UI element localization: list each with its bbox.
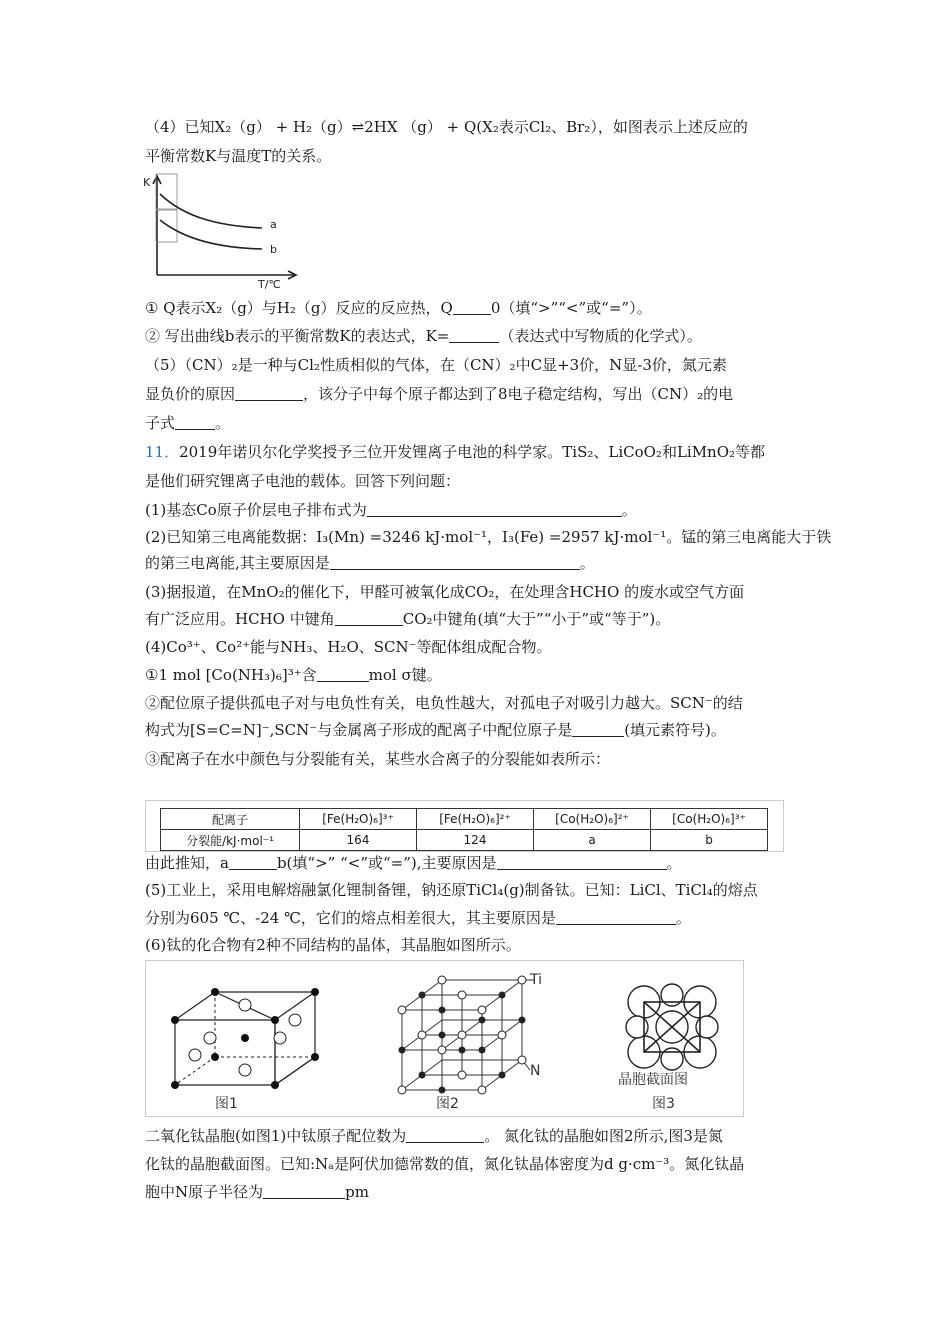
table-header-row [161, 809, 768, 830]
text-line: 是他们研究锂离子电池的载体。回答下列问题： [145, 472, 461, 490]
table-cell: [Co(H₂O)₆]³⁺ [651, 809, 768, 830]
figure-3-title: 晶胞截面图 [618, 1072, 688, 1088]
curve-b [160, 220, 262, 249]
text-line: 化钛的晶胞截面图。已知:Nₐ是阿伏加德常数的值，氮化钛晶体密度为d g·cm⁻³。氮化钛晶 [145, 1155, 745, 1173]
text-line: 的第三电离能,其主要原因是 。 [145, 554, 595, 572]
figure-3-caption: 图3 [652, 1096, 675, 1112]
text-line: (2)已知第三电离能数据：I₃(Mn) =3246 kJ·mol⁻¹，I₃(Fe) =2957 kJ·mol⁻¹。锰的第三电离能大于铁 [145, 528, 832, 546]
table-cell: [Fe(H₂O)₆]²⁺ [417, 809, 534, 830]
figure-2-caption: 图2 [436, 1096, 459, 1112]
figure-3-cross-section [622, 980, 722, 1075]
figure-1-caption: 图1 [215, 1096, 238, 1112]
table-cell: b [651, 830, 768, 851]
k-t-graph [140, 170, 310, 290]
text-line: 子式 。 [145, 414, 231, 432]
table-cell: 124 [417, 830, 534, 851]
text-line: (1)基态Co原子价层电子排布式为 。 [145, 501, 637, 519]
text-line: 显负价的原因 ，该分子中每个原子都达到了8电子稳定结构，写出（CN）₂的电 [145, 385, 734, 403]
x-axis-label: T/℃ [258, 278, 281, 290]
figure-1-tio2-cell [165, 980, 325, 1095]
text-line: 由此推知，a b(填“>” “<”或“=”),主要原因是 。 [145, 854, 682, 872]
text-line: 分别为605 ℃、-24 ℃，它们的熔点相差很大，其主要原因是 。 [145, 909, 691, 927]
y-axis-label: K [143, 176, 151, 189]
text-line: (4)Co³⁺、Co²⁺能与NH₃、H₂O、SCN⁻等配体组成配合物。 [145, 638, 552, 656]
curve-b-label: b [270, 243, 277, 256]
text-line: (6)钛的化合物有2种不同结构的晶体，其晶胞如图所示。 [145, 936, 521, 954]
curve-a [160, 194, 262, 228]
table-cell: a [534, 830, 651, 851]
text-line: ①1 mol [Co(NH₃)₆]³⁺含 mol σ键。 [145, 666, 442, 684]
curve-a-label: a [270, 218, 277, 231]
text-line: 平衡常数K与温度T的关系。 [145, 147, 332, 165]
text-line: （5）（CN）₂是一种与Cl₂性质相似的气体，在（CN）₂中C显+3价，N显-3价，氮元素 [145, 356, 727, 374]
text-line: (5)工业上，采用电解熔融氯化锂制备锂，钠还原TiCl₄(g)制备钛。已知：LiCl、TiCl₄的熔点 [145, 881, 758, 899]
text-line: 二氧化钛晶胞(如图1)中钛原子配位数为 。 氮化钛的晶胞如图2所示,图3是氮 [145, 1127, 723, 1145]
text-line: ③配离子在水中颜色与分裂能有关，某些水合离子的分裂能如表所示： [145, 750, 611, 768]
table-cell: [Co(H₂O)₆]²⁺ [534, 809, 651, 830]
table-row [161, 830, 768, 851]
figure-2-tin-cell [390, 975, 550, 1100]
text-line: ① Q表示X₂（g）与H₂（g）反应的反应热，Q 0（填“>”“<”或“=”）。 [145, 299, 652, 317]
text-line: 有广泛应用。HCHO 中键角 CO₂中键角(填“大于”“小于”或“等于”)。 [145, 610, 671, 628]
table-cell: [Fe(H₂O)₆]³⁺ [300, 809, 417, 830]
text-line: 构式为[S=C=N]⁻,SCN⁻与金属离子形成的配离子中配位原子是 (填元素符号)。 [145, 721, 726, 739]
question-11: 11．2019年诺贝尔化学奖授予三位开发锂离子电池的科学家。TiS₂、LiCoO₂和LiMnO₂等都 [145, 443, 766, 461]
table-cell: 配离子 [161, 809, 300, 830]
ti-label: Ti [530, 972, 543, 988]
splitting-energy-table [160, 808, 768, 851]
n-label: N [530, 1063, 541, 1079]
text-line: ②配位原子提供孤电子对与电负性有关，电负性越大，对孤电子对吸引力越大。SCN⁻的结 [145, 694, 743, 712]
table-cell: 164 [300, 830, 417, 851]
table-cell: 分裂能/kJ·mol⁻¹ [161, 830, 300, 851]
text-line: （4）已知X₂（g） + H₂（g）⇌2HX （g） + Q(X₂表示Cl₂、Br₂），如图表示上述反应的 [145, 118, 748, 136]
text-line: 胞中N原子半径为 pm [145, 1183, 369, 1201]
text-line: (3)据报道，在MnO₂的催化下，甲醛可被氧化成CO₂，在处理含HCHO 的废水或空气方面 [145, 583, 745, 601]
text-line: ② 写出曲线b表示的平衡常数K的表达式，K= （表达式中写物质的化学式）。 [145, 327, 702, 345]
